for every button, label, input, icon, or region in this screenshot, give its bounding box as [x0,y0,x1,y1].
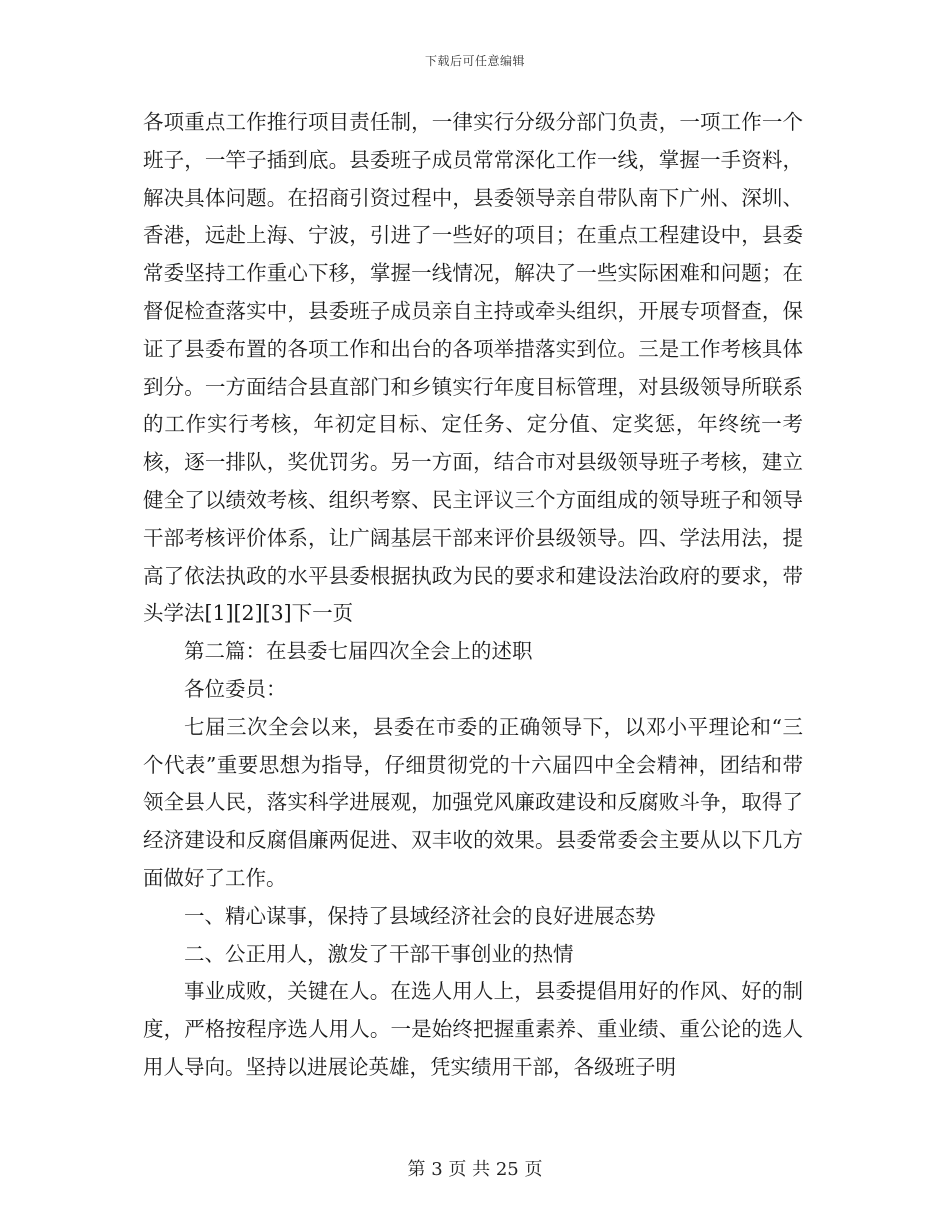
heading-point-one: 一、精心谋事，保持了县域经济社会的良好进展态势 [184,903,656,928]
document-body [143,104,803,1087]
paragraph-intro: 七届三次全会以来，县委在市委的正确领导下，以邓小平理论和“三个代表”重要思想为指导，仔细贯彻党的十六届四中全会精神，团结和带领全县人民，落实科学进展观，加强党风廉政建设和反腐败斗争，取得了经济建设和反腐倡廉两促进、双丰收的效果。县委常委会主要从以下几方面做好了工作。 [143,714,803,890]
heading-point-two: 二、公正用人，激发了干部干事创业的热情 [184,941,574,966]
paragraph-personnel: 事业成败，关键在人。在选人用人上，县委提倡用好的作风、好的制度，严格按程序选人用人。一是始终把握重素养、重业绩、重公论的选人用人导向。坚持以进展论英雄，凭实绩用干部，各级班子明 [143,979,803,1079]
page-number-footer: 第 3 页 共 25 页 [407,1159,543,1180]
paragraph-continuation: 各项重点工作推行项目责任制，一律实行分级分部门负责，一项工作一个班子，一竿子插到底。县委班子成员常常深化工作一线，掌握一手资料，解决具体问题。在招商引资过程中，县委领导亲自带队南下广州、深圳、香港，远赴上海、宁波，引进了一些好的项目；在重点工程建设中，县委常委坚持工作重心下移，掌握一线情况，解决了一些实际困难和问题；在督促检查落实中，县委班子成员亲自主持或牵头组织，开展专项督查，保证了县委布置的各项工作和出台的各项举措落实到位。三是工作考核具体到分。一方面结合县直部门和乡镇实行年度目标管理，对县级领导所联系的工作实行考核，年初定目标、定任务、定分值、定奖惩，年终统一考核，逐一排队，奖优罚劣。另一方面，结合市对县级领导班子考核，建立健全了以绩效考核、组织考察、民主评议三个方面组成的领导班子和领导干部考核评价体系，让广阔基层干部来评价县级领导。四、学法用法，提高了依法执政的水平县委根据执政为民的要求和建设法治政府的要求，带头学法[1][2][3]下一页 [143,110,803,626]
salutation: 各位委员： [184,676,287,701]
section-title: 第二篇：在县委七届四次全会上的述职 [184,639,533,664]
page-header: 下载后可任意编辑 [424,54,525,68]
